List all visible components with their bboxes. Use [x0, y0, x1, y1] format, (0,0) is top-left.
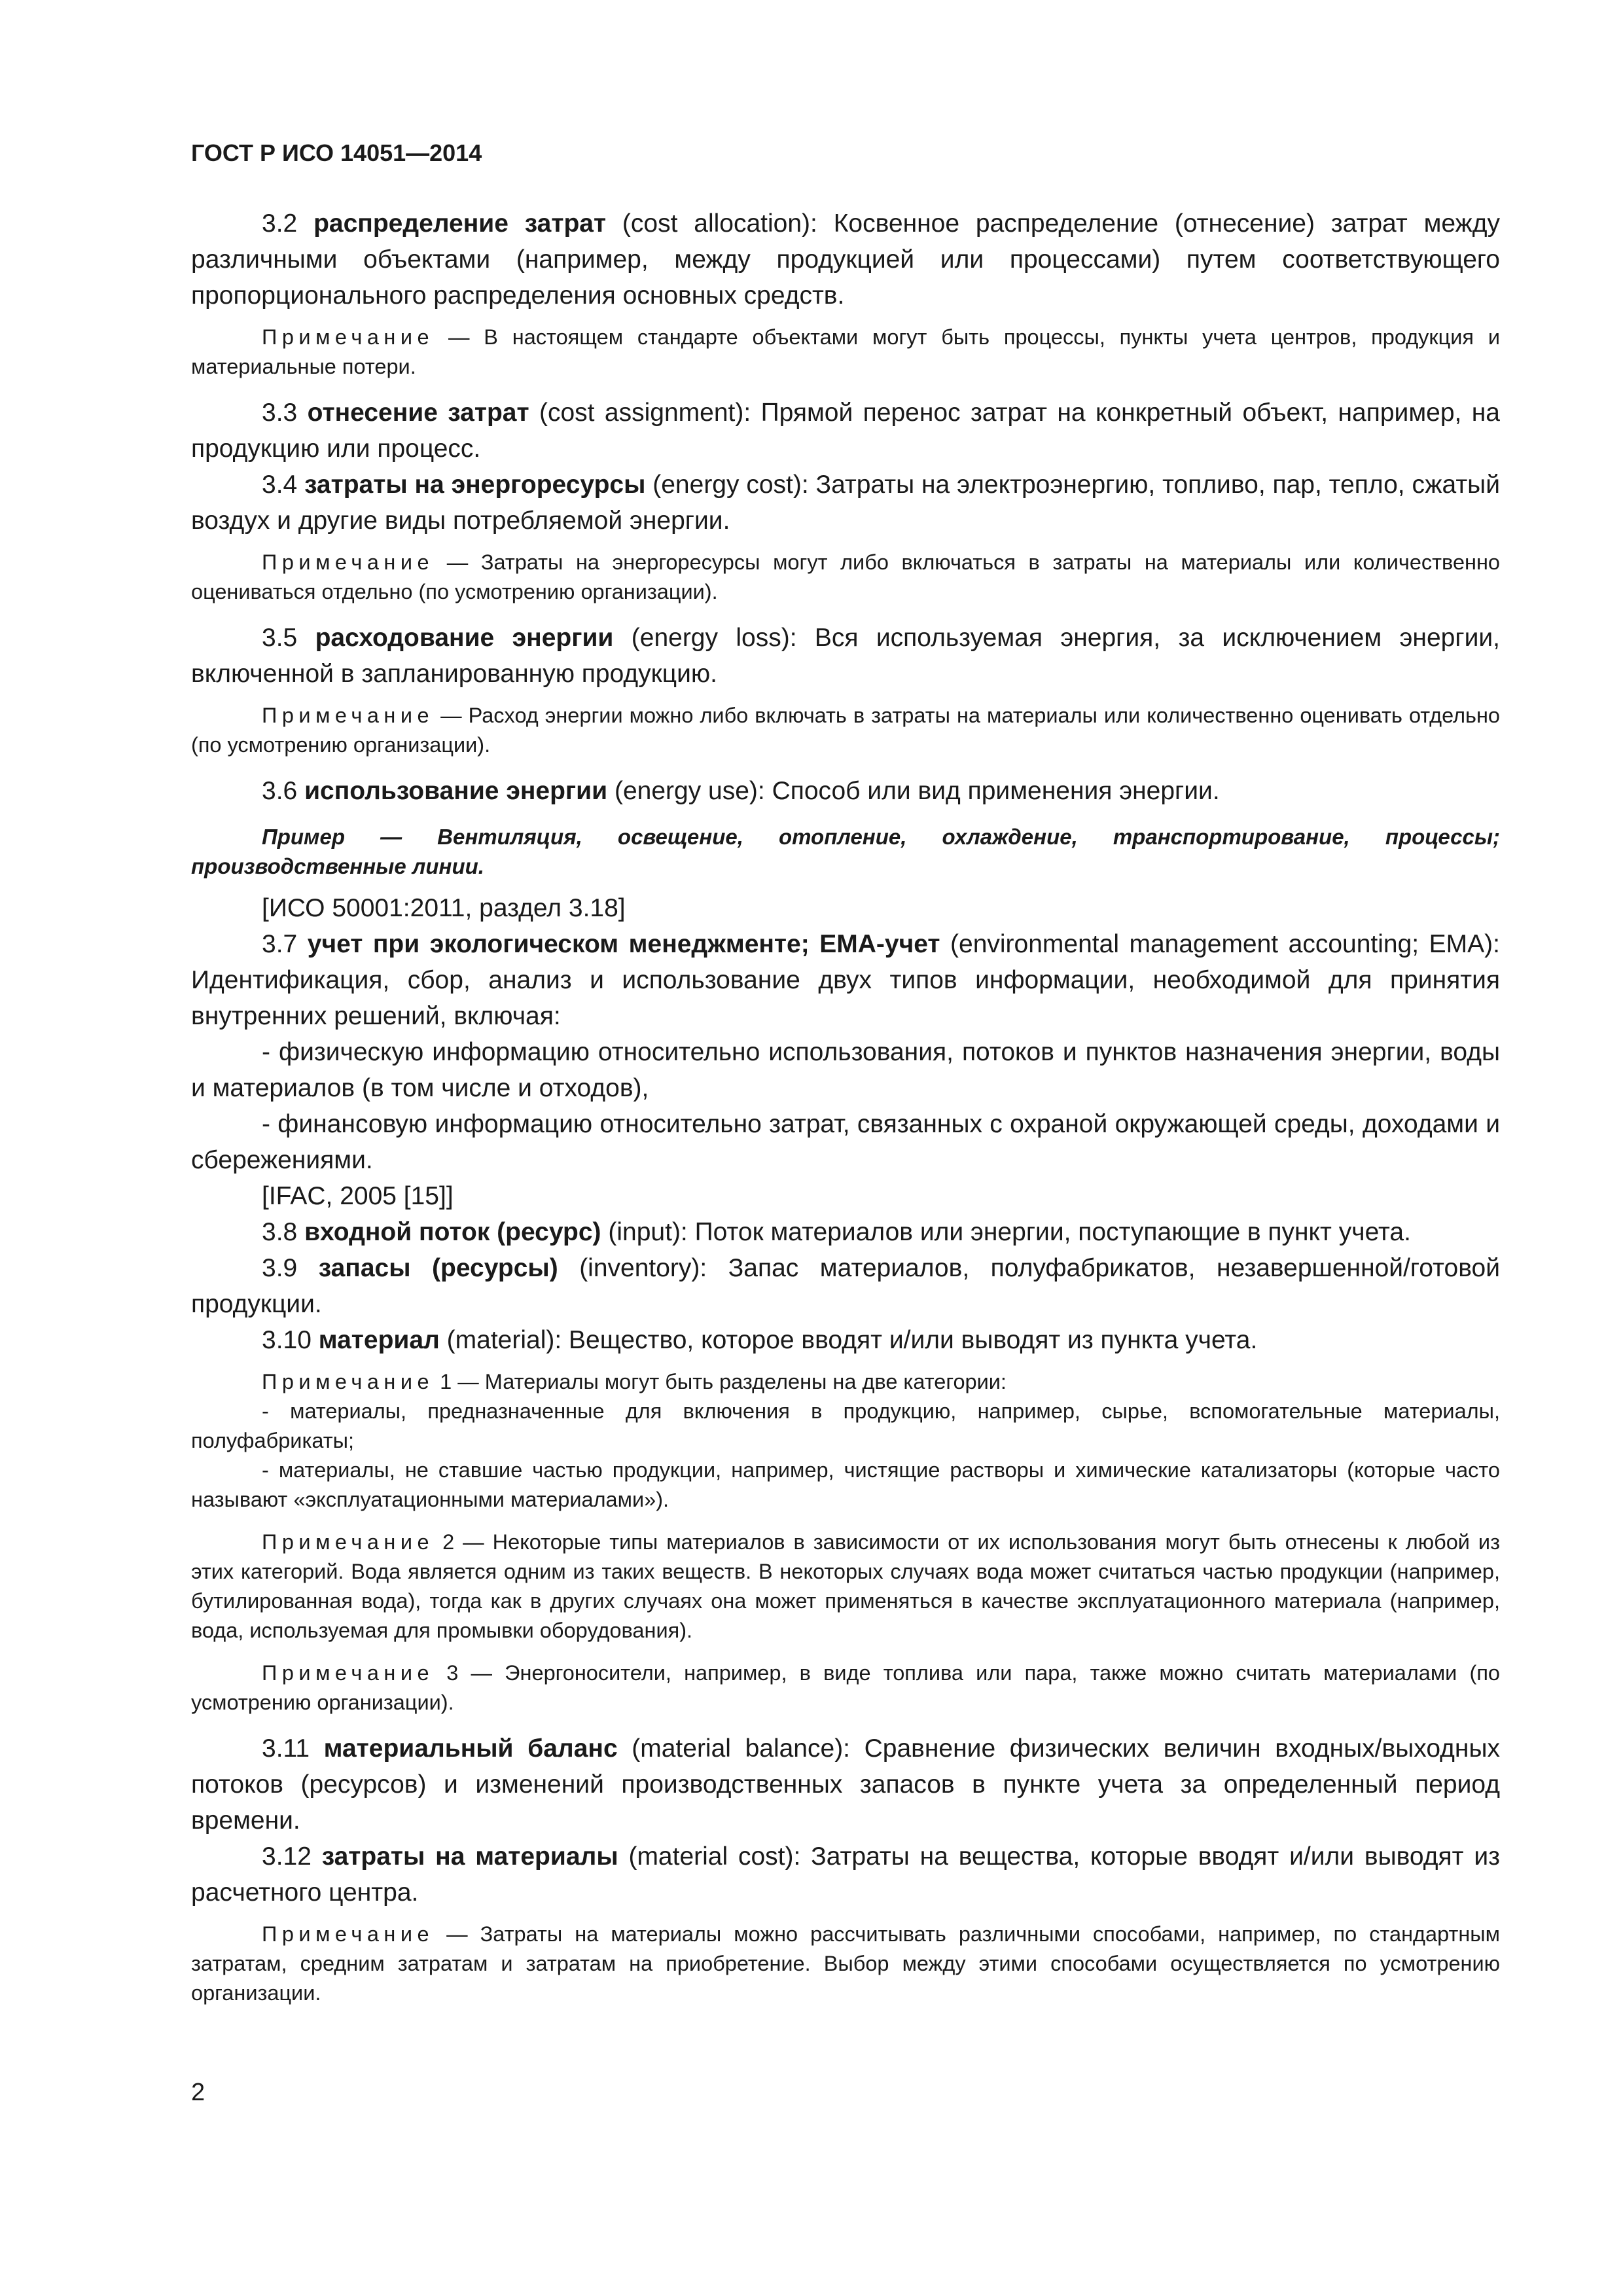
- term-title: затраты на материалы: [321, 1842, 618, 1871]
- term-number: 3.7: [262, 930, 308, 958]
- term-3-11: [191, 1731, 1500, 1839]
- term-definition: (inventory): Запас материалов, полуфабрикатов, незавершенной/готовой продукции.: [191, 1254, 1500, 1318]
- term-3-7: [191, 926, 1500, 1034]
- example-3-6: Пример — Вентиляция, освещение, отопление, охлаждение, транспортирование, процессы; производственные линии.: [191, 825, 1500, 878]
- note-label: Примечание: [262, 1530, 435, 1554]
- term-title: расходование энергии: [315, 624, 614, 652]
- reference-3-7: [IFAC, 2005 [15]]: [262, 1182, 454, 1210]
- reference-3-6: [ИСО 50001:2011, раздел 3.18]: [262, 894, 626, 922]
- note-3-10-2: [191, 1528, 1500, 1645]
- note-text: 1 — Материалы могут быть разделены на две категории:: [434, 1370, 1007, 1393]
- note-text: — Затраты на энергоресурсы могут либо включаться в затраты на материалы или количественно оцениваться отдельно (по усмотрению организации).: [191, 550, 1500, 603]
- note-label: Примечание: [262, 325, 435, 349]
- term-number: 3.8: [262, 1218, 305, 1246]
- note-3-5: [191, 701, 1500, 760]
- note-3-2: [191, 323, 1500, 382]
- note-text: 2 — Некоторые типы материалов в зависимости от их использования могут быть отнесены к любой из этих категорий. Вода является одним из таких веществ. В некоторых случаях вода может считаться частью продукции (например, бутилированная вода), тогда как в других случаях она может применяться в качестве эксплуатационного материала (например, вода, используемая для промывки оборудования).: [191, 1530, 1500, 1642]
- term-title: материал: [318, 1326, 440, 1354]
- note-text: — Расход энергии можно либо включать в затраты на материалы или количественно оценивать отдельно (по усмотрению организации).: [191, 704, 1500, 757]
- term-title: запасы (ресурсы): [318, 1254, 558, 1282]
- term-title: затраты на энергоресурсы: [304, 471, 646, 499]
- term-title: использование энергии: [304, 777, 608, 805]
- term-3-8: [191, 1214, 1500, 1250]
- note-3-4: [191, 548, 1500, 607]
- term-number: 3.6: [262, 777, 305, 805]
- term-3-3: [191, 395, 1500, 467]
- note-3-12: [191, 1920, 1500, 2008]
- term-number: 3.3: [262, 399, 308, 427]
- term-3-10: [191, 1322, 1500, 1358]
- term-number: 3.2: [262, 209, 314, 238]
- term-title: входной поток (ресурс): [304, 1218, 601, 1246]
- term-definition: (cost assignment): Прямой перенос затрат на конкретный объект, например, на продукцию или процесс.: [191, 399, 1500, 463]
- term-definition: (material balance): Сравнение физических величин входных/выходных потоков (ресурсов) и изменений производственных запасов в пункте учета за определенный период времени.: [191, 1734, 1500, 1835]
- term-number: 3.11: [262, 1734, 324, 1763]
- term-definition: (energy cost): Затраты на электроэнергию, топливо, пар, тепло, сжатый воздух и другие виды потребляемой энергии.: [191, 471, 1500, 535]
- term-definition: (energy use): Способ или вид применения энергии.: [607, 777, 1220, 805]
- term-definition: (energy loss): Вся используемая энергия, за исключением энергии, включенной в запланированную продукцию.: [191, 624, 1500, 688]
- term-number: 3.9: [262, 1254, 319, 1282]
- term-definition: (material): Вещество, которое вводят и/или выводят из пункта учета.: [439, 1326, 1258, 1354]
- page-number: 2: [191, 2079, 205, 2106]
- term-3-12: [191, 1839, 1500, 1910]
- note-label: Примечание: [262, 1922, 435, 1946]
- list-item-3-7-2: - финансовую информацию относительно затрат, связанных с охраной окружающей среды, доходами и сбережениями.: [191, 1110, 1500, 1174]
- term-definition: (material cost): Затраты на вещества, которые вводят и/или выводят из расчетного центра.: [191, 1842, 1500, 1907]
- note-3-10-1-item-a: - материалы, предназначенные для включения в продукцию, например, сырье, вспомогательные материалы, полуфабрикаты;: [191, 1399, 1500, 1452]
- term-3-9: [191, 1250, 1500, 1322]
- term-3-4: [191, 467, 1500, 539]
- note-text: — В настоящем стандарте объектами могут быть процессы, пункты учета центров, продукция и материальные потери.: [191, 325, 1500, 378]
- note-label: Примечание: [262, 704, 435, 727]
- note-3-10-1: [191, 1367, 1500, 1397]
- note-label: Примечание: [262, 1370, 435, 1393]
- term-3-6: [191, 773, 1500, 809]
- note-3-10-1-item-b: - материалы, не ставшие частью продукции, например, чистящие растворы и химические катализаторы (которые часто называют «эксплуатационными материалами»).: [191, 1458, 1500, 1511]
- term-title: отнесение затрат: [307, 399, 529, 427]
- document-header: ГОСТ Р ИСО 14051—2014: [191, 139, 482, 166]
- term-number: 3.12: [262, 1842, 322, 1871]
- note-3-10-3: [191, 1659, 1500, 1717]
- term-definition: (environmental management accounting; ЕМА): Идентификация, сбор, анализ и использование двух типов информации, необходимой для принятия внутренних решений, включая:: [191, 930, 1500, 1030]
- list-item-3-7-1: - физическую информацию относительно использования, потоков и пунктов назначения энергии, воды и материалов (в том числе и отходов),: [191, 1038, 1500, 1102]
- term-definition: (cost allocation): Косвенное распределение (отнесение) затрат между различными объектами (например, между продукцией или процессами) путем соответствующего пропорционального распределения основных средств.: [191, 209, 1501, 310]
- note-label: Примечание: [262, 550, 435, 574]
- term-3-5: [191, 620, 1500, 692]
- note-text: — Затраты на материалы можно рассчитывать различными способами, например, по стандартным затратам, средним затратам и затратам на приобретение. Выбор между этими способами осуществляется по усмотрению организации.: [191, 1922, 1500, 2005]
- term-number: 3.4: [262, 471, 305, 499]
- term-definition: (input): Поток материалов или энергии, поступающие в пункт учета.: [601, 1218, 1411, 1246]
- note-label: Примечание: [262, 1661, 435, 1685]
- term-3-2: [191, 206, 1500, 314]
- document-page: [191, 139, 1500, 2008]
- term-number: 3.5: [262, 624, 315, 652]
- term-title: материальный баланс: [323, 1734, 618, 1763]
- note-text: 3 — Энергоносители, например, в виде топлива или пара, также можно считать материалами (по усмотрению организации).: [191, 1661, 1500, 1714]
- term-number: 3.10: [262, 1326, 319, 1354]
- term-title: распределение затрат: [313, 209, 607, 238]
- term-title: учет при экологическом менеджменте; ЕМА-учет: [307, 930, 940, 958]
